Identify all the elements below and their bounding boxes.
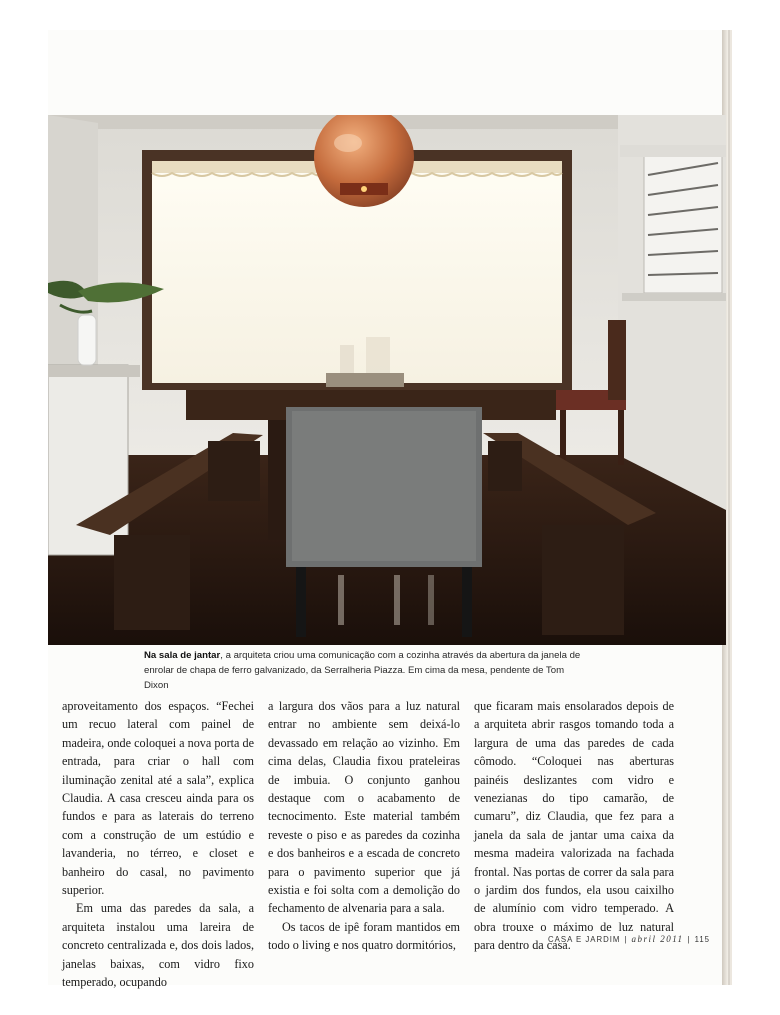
dining-room-photo bbox=[48, 115, 726, 645]
caption-lead: Na sala de jantar bbox=[144, 650, 221, 661]
caption-text: , a arquiteta criou uma comunicação com a cozinha através da abertura da janela de enrolar de chapa de ferro galvanizado, da Serralheria Piazza. Em cima da mesa, pendente de Tom Dixon bbox=[144, 650, 581, 691]
issue-date: abril 2011 bbox=[631, 934, 684, 944]
page-footer: CASA E JARDIM | abril 2011 | 115 bbox=[548, 934, 710, 944]
magazine-name: CASA E JARDIM bbox=[548, 935, 621, 944]
text-column-3 bbox=[474, 697, 674, 955]
paragraph: a largura dos vãos para a luz natural entrar no ambiente sem deixá-lo devassado em relação ao vizinho. Em cima delas, Claudia fixou prateleiras de imbuia. O conjunto ganhou destaque com o acabamento de tecnocimento. Este material também reveste o piso e as paredes da cozinha e dos banheiros e a escada de concreto para o pavimento superior que já existia e foi solta com a demolição do fechamento de alvenaria para a sala. bbox=[268, 699, 460, 916]
paragraph: aproveitamento dos espaços. “Fechei um recuo lateral com painel de madeira, onde coloquei a nova porta de entrada, para criar o hall com iluminação zenital até a sala”, explica Claudia. A casa cresceu ainda para os fundos e para as laterais do terreno com a construção de um estúdio e lavanderia, no térreo, e closet e banheiro do casal, no pavimento superior. bbox=[62, 699, 254, 898]
paragraph: Os tacos de ipê foram mantidos em todo o living e nos quatro dormitórios, bbox=[268, 919, 460, 953]
text-column-1 bbox=[62, 697, 254, 992]
page-number: 115 bbox=[694, 935, 710, 944]
paragraph: Em uma das paredes da sala, a arquiteta instalou uma lareira de concreto centralizada e, dos dois lados, janelas baixas, com vidro fixo temperado, ocupando bbox=[62, 901, 254, 990]
photo-caption bbox=[144, 648, 584, 693]
text-column-2 bbox=[268, 697, 460, 955]
paragraph: que ficaram mais ensolarados depois de a arquiteta abrir rasgos tomando toda a largura de uma das paredes de cada cômodo. “Coloquei nas aberturas painéis deslizantes com vidro e venezianas do tipo camarão, de cumaru”, diz Claudia, que fez para a janela da sala de jantar uma caixa da mesma madeira valorizada na fachada frontal. Nas portas de correr da sala para o jardim dos fundos, ela usou caixilho de alumínio com vidro temperado. A obra trouxe o máximo de luz natural para dentro da casa. bbox=[474, 699, 674, 953]
